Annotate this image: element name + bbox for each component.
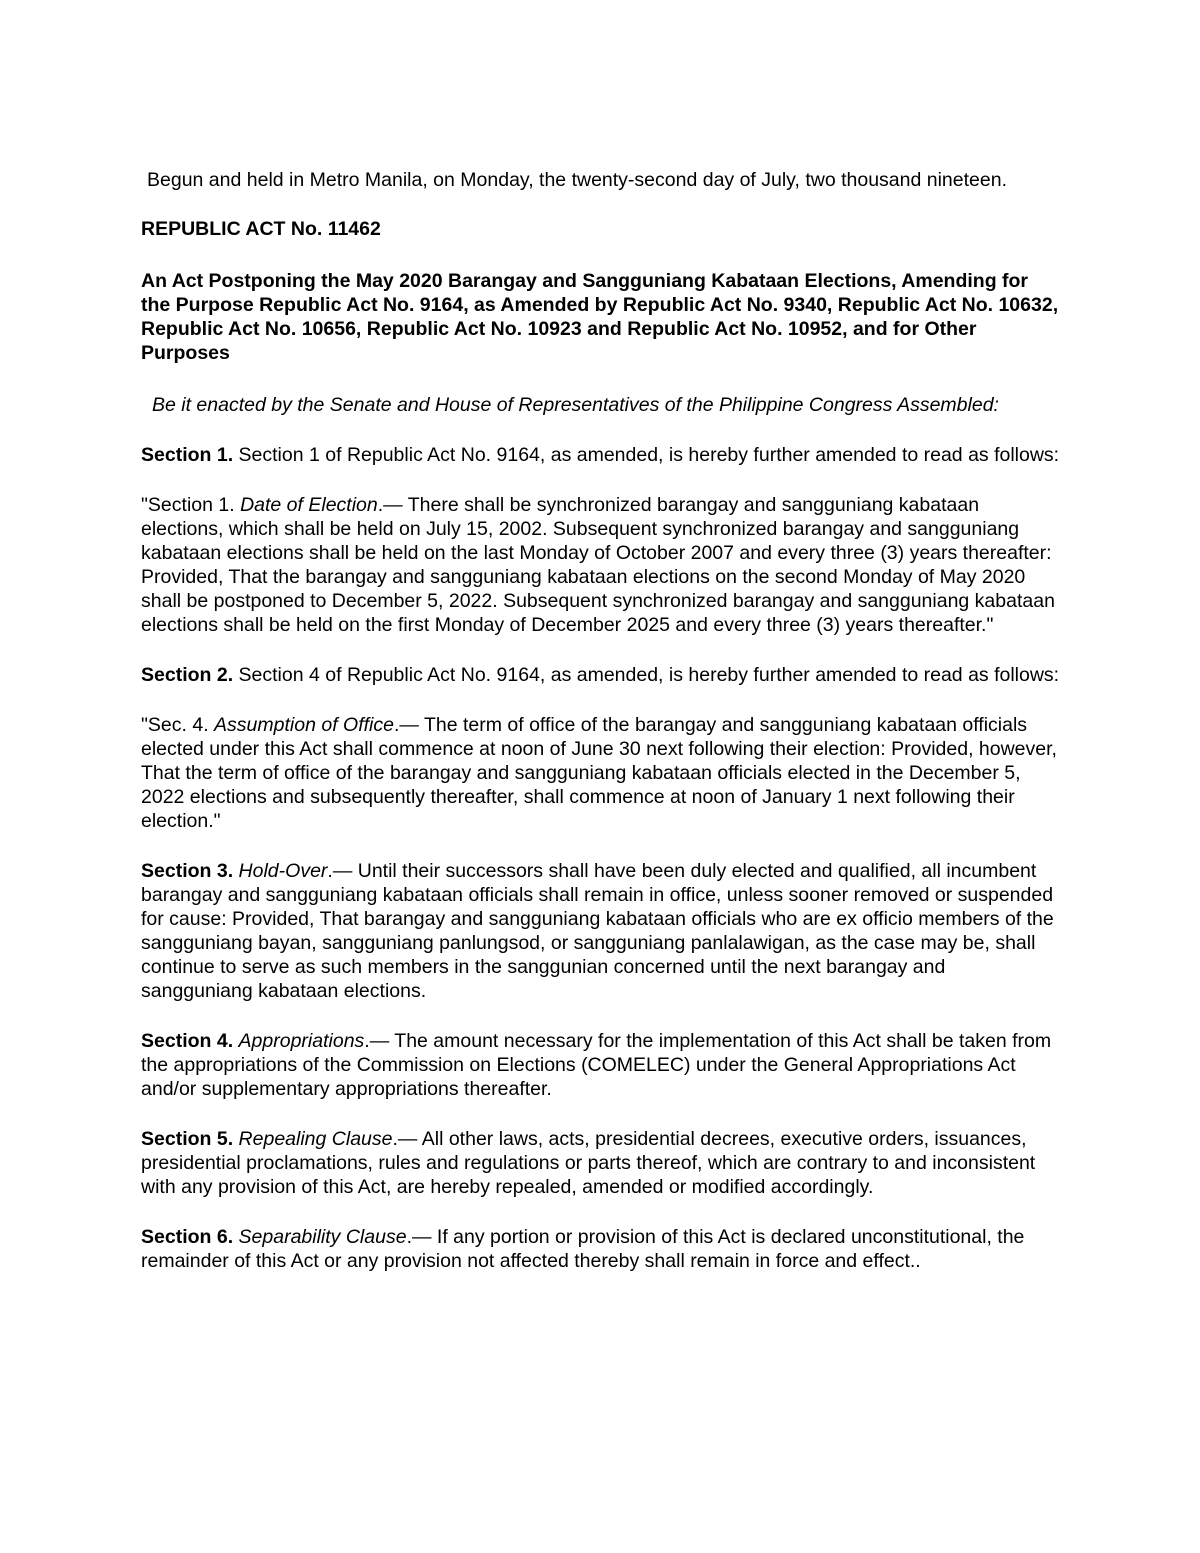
section-4-text: .— The amount necessary for the implementation of this Act shall be taken from the appropriations of the Commission on Elections (COMELEC) under the General Appropriations Act and/or supplementary appropriations thereafter. xyxy=(141,1030,1052,1100)
section-6-title: Separability Clause xyxy=(238,1226,407,1248)
quote-1-prefix: "Section 1. xyxy=(141,494,241,516)
section-3-title: Hold-Over xyxy=(238,860,328,882)
section-4 xyxy=(141,1029,1061,1101)
quote-2-prefix: "Sec. 4. xyxy=(141,714,215,736)
enacting-clause: Be it enacted by the Senate and House of Representatives of the Philippine Congress Assembled: xyxy=(152,394,999,416)
quote-2-title: Assumption of Office xyxy=(214,714,394,736)
act-number: REPUBLIC ACT No. 11462 xyxy=(141,218,381,240)
section-3-text: .— Until their successors shall have been duly elected and qualified, all incumbent barangay and sangguniang kabataan officials shall remain in office, unless sooner removed or suspended for cause: Provided, That barangay and sangguniang kabataan officials who are ex officio members of the sangguniang bayan, sangguniang panlungsod, or sangguniang panlalawigan, as the case may be, shall continue to serve as such members in the sanggunian concerned until the next barangay and sangguniang kabataan elections. xyxy=(141,860,1054,1002)
section-5-title: Repealing Clause xyxy=(238,1128,393,1150)
section-5-text: .— All other laws, acts, presidential decrees, executive orders, issuances, presidential proclamations, rules and regulations or parts thereof, which are contrary to and inconsistent with any provision of this Act, are hereby repealed, amended or modified accordingly. xyxy=(141,1128,1036,1198)
act-title: An Act Postponing the May 2020 Barangay and Sangguniang Kabataan Elections, Amending for the Purpose Republic Act No. 9164, as Amended by Republic Act No. 9340, Republic Act No. 10632, Republic Act No. 10656, Republic Act No. 10923 and Republic Act No. 10952, and for Other Purposes xyxy=(141,270,1059,364)
section-2-heading: Section 2. xyxy=(141,664,234,686)
section-3-heading: Section 3. xyxy=(141,860,234,882)
section-5-heading: Section 5. xyxy=(141,1128,234,1150)
opening-line: Begun and held in Metro Manila, on Monday, the twenty-second day of July, two thousand nineteen. xyxy=(147,169,1007,191)
section-6-heading: Section 6. xyxy=(141,1226,234,1248)
section-4-title: Appropriations xyxy=(238,1030,365,1052)
document-page xyxy=(141,168,1061,1299)
amended-section-4-quote xyxy=(141,713,1061,833)
section-2-text: Section 4 of Republic Act No. 9164, as amended, is hereby further amended to read as follows: xyxy=(233,664,1060,686)
quote-1-title: Date of Election xyxy=(240,494,378,516)
section-5 xyxy=(141,1127,1061,1199)
section-1 xyxy=(141,443,1061,467)
section-6-text: .— If any portion or provision of this Act is declared unconstitutional, the remainder of this Act or any provision not affected thereby shall remain in force and effect.. xyxy=(141,1226,1025,1272)
section-1-heading: Section 1. xyxy=(141,444,234,466)
section-3 xyxy=(141,859,1061,1003)
section-6 xyxy=(141,1225,1061,1273)
amended-section-1-quote xyxy=(141,493,1061,637)
section-1-text: Section 1 of Republic Act No. 9164, as amended, is hereby further amended to read as follows: xyxy=(233,444,1060,466)
section-2 xyxy=(141,663,1061,687)
section-4-heading: Section 4. xyxy=(141,1030,234,1052)
quote-2-text: .— The term of office of the barangay and sangguniang kabataan officials elected under this Act shall commence at noon of June 30 next following their election: Provided, however, That the term of office of the barangay and sangguniang kabataan officials elected in the December 5, 2022 elections and subsequently thereafter, shall commence at noon of January 1 next following their election." xyxy=(141,714,1057,832)
quote-1-text: .— There shall be synchronized barangay and sangguniang kabataan elections, which shall be held on July 15, 2002. Subsequent synchronized barangay and sangguniang kabataan elections shall be held on the last Monday of October 2007 and every three (3) years thereafter: Provided, That the barangay and sangguniang kabataan elections on the second Monday of May 2020 shall be postponed to December 5, 2022. Subsequent synchronized barangay and sangguniang kabataan elections shall be held on the first Monday of December 2025 and every three (3) years thereafter." xyxy=(141,494,1055,636)
